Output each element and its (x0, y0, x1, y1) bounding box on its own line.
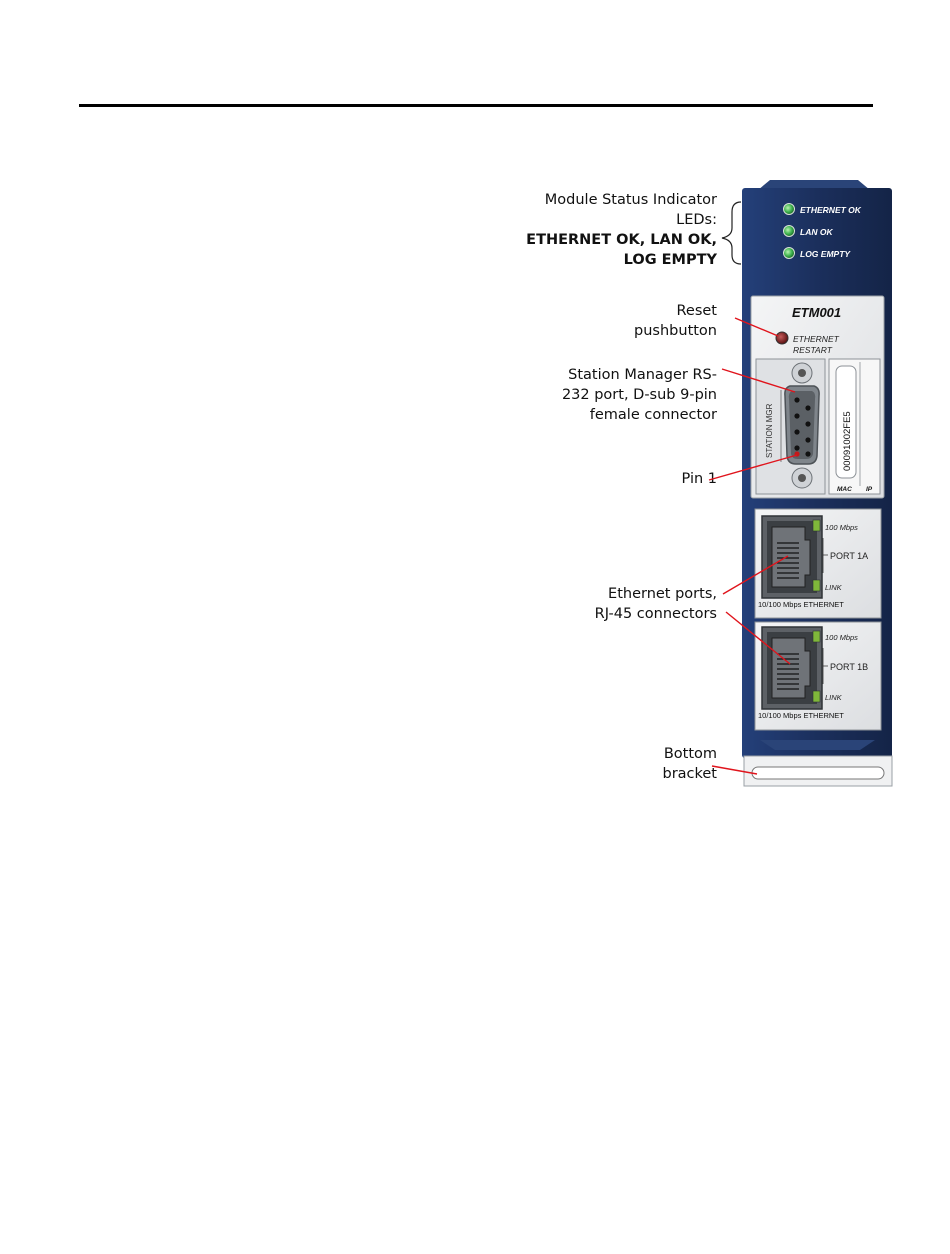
bottom-bracket-slot (752, 767, 884, 779)
model-label: ETM001 (792, 305, 842, 320)
led-lan-ok-icon (784, 226, 795, 237)
led-100mbps-1b-icon (813, 631, 820, 642)
callout-station-mgr-line2: 232 port, D-sub 9-pin (561, 387, 717, 403)
callout-station-mgr-line1: Station Manager RS- (568, 367, 717, 383)
port-1b-caption: 10/100 Mbps ETHERNET (758, 711, 844, 720)
led-ethernet-ok-icon (784, 204, 795, 215)
led-log-empty-label: LOG EMPTY (800, 249, 851, 259)
led-link-1b-icon (813, 691, 820, 702)
module-bottom-latch (760, 740, 875, 750)
callout-status-leds-bold1: ETHERNET OK, LAN OK, (526, 232, 717, 248)
port-1b-name: PORT 1B (830, 662, 869, 672)
port-1a-name: PORT 1A (830, 551, 869, 561)
ethernet-port-1b (755, 622, 881, 730)
callout-reset-line1: Reset (676, 303, 717, 319)
led-link-1a-icon (813, 580, 820, 591)
port-1b-link: LINK (825, 693, 842, 702)
led-log-empty-icon (784, 248, 795, 259)
callout-status-leds-line2: LEDs: (676, 212, 717, 228)
mac-value: 00091002FE5 (842, 411, 853, 471)
callout-ethernet-line1: Ethernet ports, (608, 586, 717, 602)
callout-pin1-line1: Pin 1 (681, 471, 717, 487)
led-ethernet-ok-label: ETHERNET OK (800, 205, 861, 215)
port-1b-speed: 100 Mbps (825, 633, 858, 642)
callout-bracket-line2: bracket (662, 766, 717, 782)
callout-status-leds-bold2: LOG EMPTY (623, 252, 717, 268)
callout-status-leds-line1: Module Status Indicator (544, 192, 717, 208)
restart-label-line1: ETHERNET (793, 334, 839, 344)
callout-bracket-line1: Bottom (663, 746, 717, 762)
restart-label-line2: RESTART (793, 345, 832, 355)
led-lan-ok-label: LAN OK (800, 227, 833, 237)
brace-icon (722, 202, 741, 264)
callout-ethernet-line2: RJ-45 connectors (594, 606, 717, 622)
station-mgr-label: STATION MGR (765, 403, 774, 458)
port-1a-caption: 10/100 Mbps ETHERNET (758, 600, 844, 609)
port-1a-link: LINK (825, 583, 842, 592)
port-1a-speed: 100 Mbps (825, 523, 858, 532)
ip-label: IP (866, 486, 873, 493)
mac-label: MAC (837, 486, 852, 493)
reset-button[interactable] (776, 332, 788, 344)
led-100mbps-1a-icon (813, 520, 820, 531)
callout-reset-line2: pushbutton (634, 323, 717, 339)
callout-station-mgr-line3: female connector (589, 407, 717, 423)
